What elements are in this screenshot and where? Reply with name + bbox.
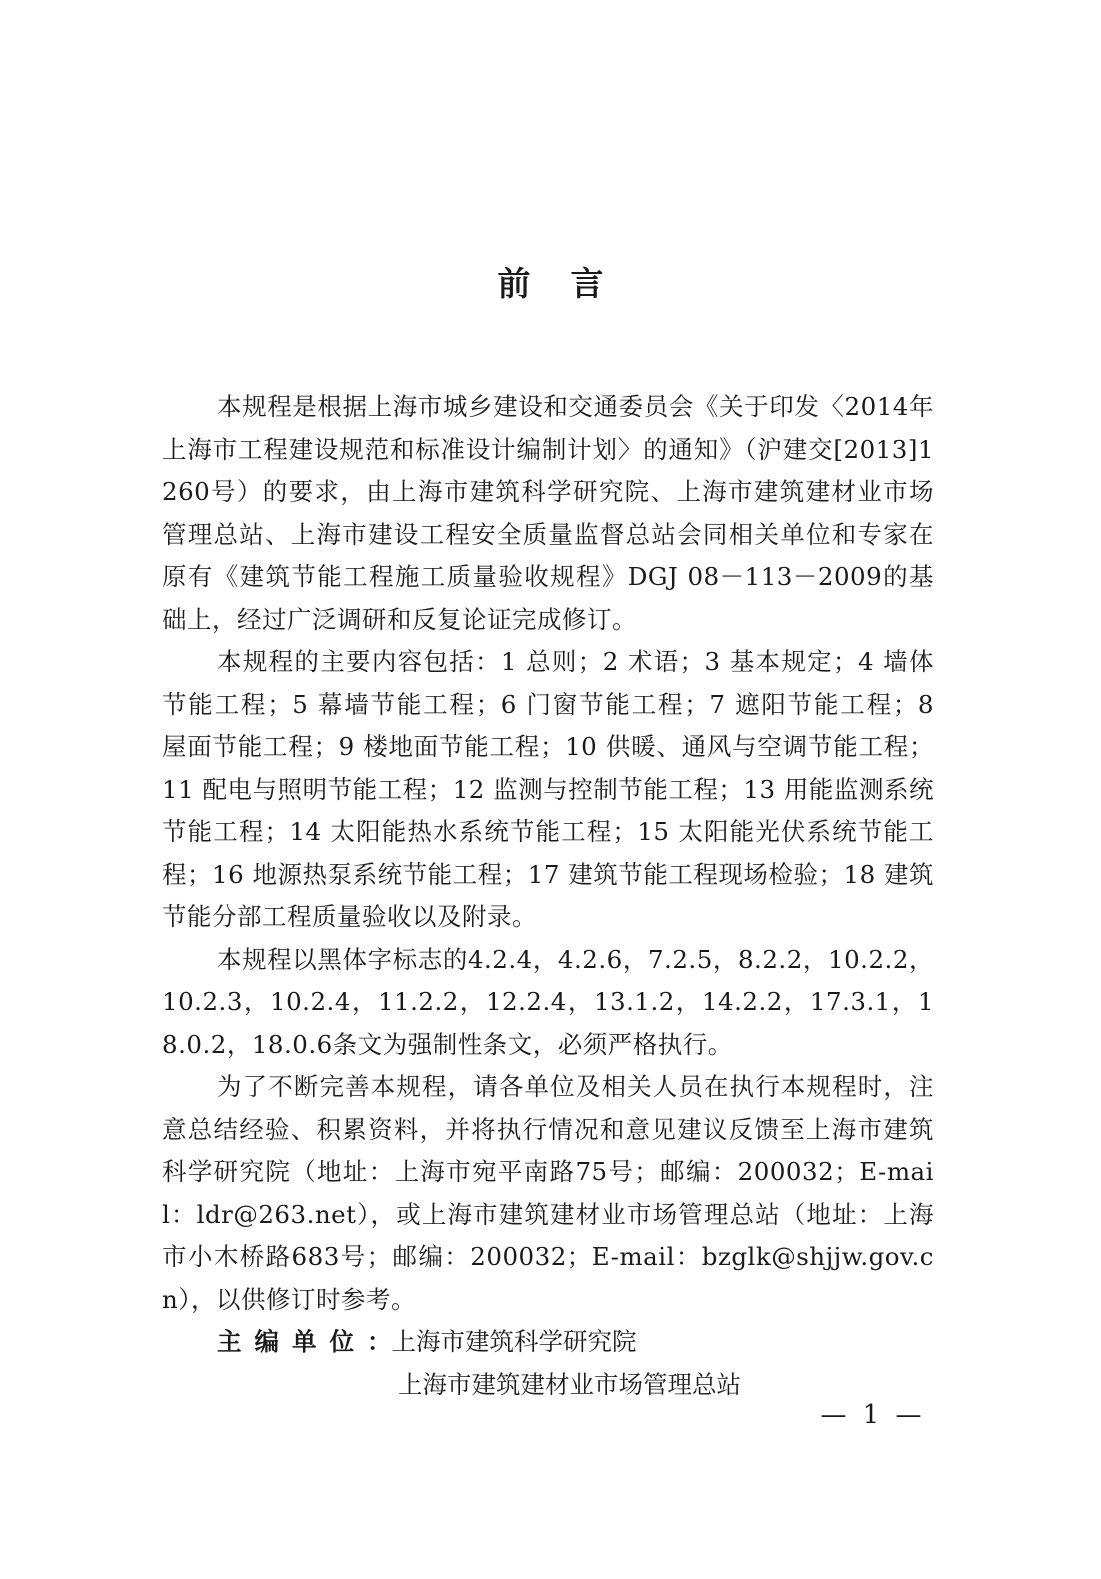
page-title: 前言 xyxy=(497,264,644,303)
paragraph-contents: 本规程的主要内容包括：1 总则；2 术语；3 基本规定；4 墙体节能工程；5 幕墙节能工程；6 门窗节能工程；7 遮阳节能工程；8 屋面节能工程；9 楼地面节能工程；10 供暖、通风与空调节能工程；11 配电与照明节能工程；12 监测与控制节能工程；13 用能监测系统节能工程；14 太阳能热水系统节能工程；15 太阳能光伏系统节能工程；16 地源热泵系统节能工程；17 建筑节能工程现场检验；18 建筑节能分部工程质量验收以及附录。 xyxy=(162,647,934,931)
paragraph-intro: 本规程是根据上海市城乡建设和交通委员会《关于印发〈2014年上海市工程建设规范和标准设计编制计划〉的通知》（沪建交[2013]1260号）的要求，由上海市建筑科学研究院、上海市建筑建材业市场管理总站、上海市建设工程安全质量监督总站会同相关单位和专家在原有《建筑节能工程施工质量验收规程》DGJ 08－113－2009的基础上，经过广泛调研和反复论证完成修订。 xyxy=(162,392,934,634)
document-body xyxy=(162,386,934,1406)
chief-editor-label: 主编单位 xyxy=(217,1327,367,1356)
chief-editor-row xyxy=(162,1321,934,1364)
chief-editor-unit-1: 上海市建筑科学研究院 xyxy=(391,1327,637,1356)
chief-editor-colon: ： xyxy=(367,1327,392,1356)
paragraph-mandatory-clauses: 本规程以黑体字标志的4.2.4，4.2.6，7.2.5，8.2.2，10.2.2，10.2.3，10.2.4，11.2.2，12.2.4，13.1.2，14.2.2，17.3.1，18.0.2，18.0.6条文为强制性条文，必须严格执行。 xyxy=(162,944,934,1059)
page-number: — 1 — xyxy=(820,1400,926,1430)
chief-editor-unit-2: 上海市建筑建材业市场管理总站 xyxy=(398,1369,741,1399)
paragraph-feedback: 为了不断完善本规程，请各单位及相关人员在执行本规程时，注意总结经验、积累资料，并将执行情况和意见建议反馈至上海市建筑科学研究院（地址：上海市宛平南路75号；邮编：200032；E-mail：ldr@263.net），或上海市建筑建材业市场管理总站（地址：上海市小木桥路683号；邮编：200032；E-mail：bzglk@shjjw.gov.cn），以供修订时参考。 xyxy=(162,1072,934,1314)
